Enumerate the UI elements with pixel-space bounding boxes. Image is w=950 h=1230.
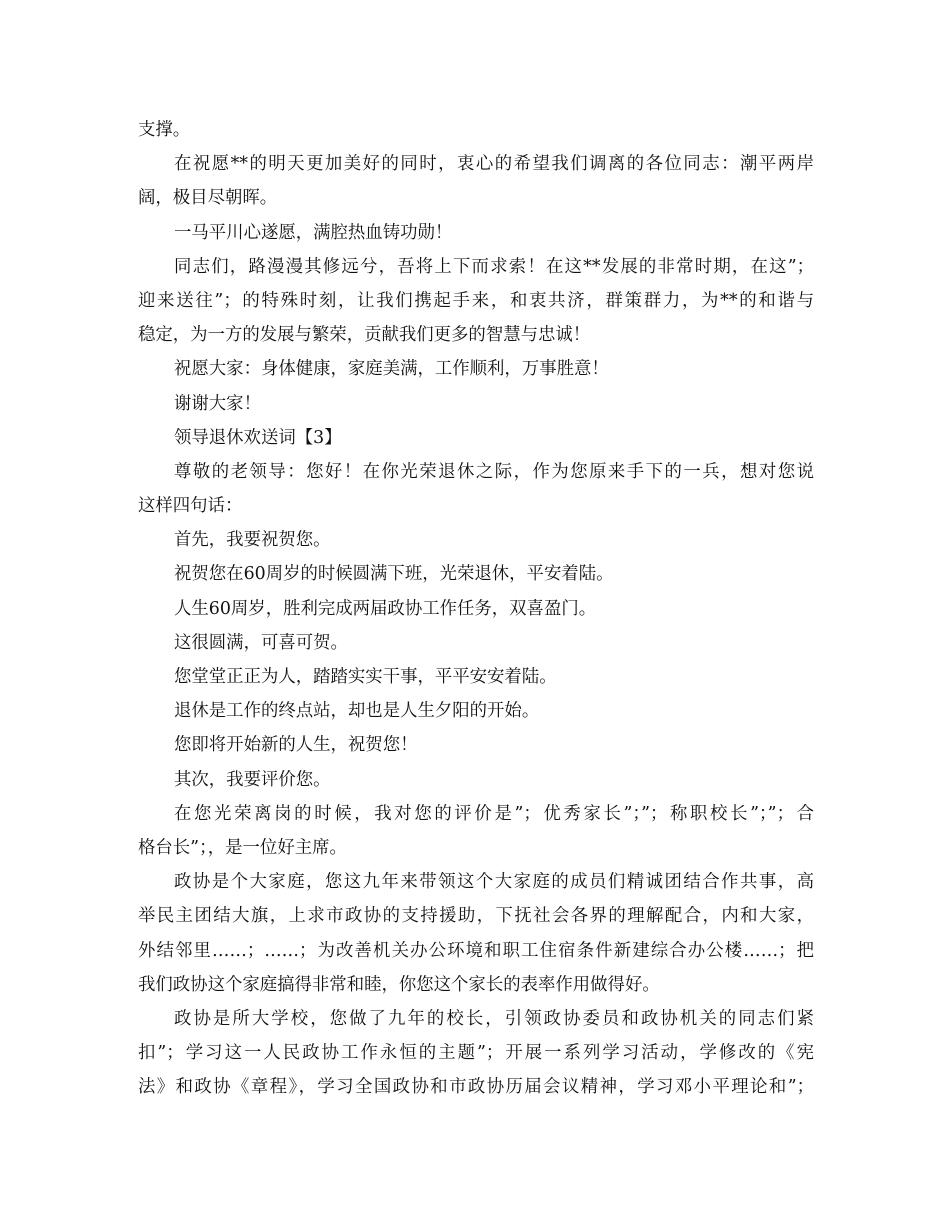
text-line: 谢谢大家！	[174, 393, 261, 414]
text-line: 举民主团结大旗，上求市政协的支持援助，下抚社会各界的理解配合，内和大家，	[138, 906, 814, 927]
text-line: 迎来送往”；的特殊时刻，让我们携起手来，和衷共济，群策群力，为**的和谐与	[138, 290, 814, 311]
text-line: 稳定，为一方的发展与繁荣，贡献我们更多的智慧与忠诚！	[138, 325, 591, 346]
text-line: 祝贺您在60周岁的时候圆满下班，光荣退休，平安着陆。	[174, 564, 614, 585]
text-line: 这样四句话：	[138, 496, 243, 517]
text-line: 格台长”；，是一位好主席。	[138, 837, 347, 858]
text-line: 外结邻里……；……；为改善机关办公环境和职工住宿条件新建综合办公楼……；把	[138, 940, 814, 961]
document-body	[138, 113, 814, 1104]
text-line: 法》和政协《章程》，学习全国政协和市政协历届会议精神，学习邓小平理论和”；	[138, 1077, 814, 1098]
text-line: 祝愿大家：身体健康，家庭美满，工作顺利，万事胜意！	[174, 359, 609, 380]
text-line: 首先，我要祝贺您。	[174, 530, 331, 551]
text-line: 在祝愿**的明天更加美好的同时，衷心的希望我们调离的各位同志：潮平两岸	[174, 154, 814, 175]
text-line: 这很圆满，可喜可贺。	[174, 632, 348, 653]
text-line: 退休是工作的终点站，却也是人生夕阳的开始。	[174, 701, 540, 722]
text-line: 您即将开始新的人生，祝贺您！	[174, 735, 418, 756]
text-line: 您堂堂正正为人，踏踏实实干事，平平安安着陆。	[174, 667, 557, 687]
text-line: 尊敬的老领导：您好！在你光荣退休之际，作为您原来手下的一兵，想对您说	[174, 461, 814, 482]
text-line: 我们政协这个家庭搞得非常和睦，你您这个家长的表率作用做得好。	[138, 974, 660, 995]
text-line: 其次，我要评价您。	[174, 769, 331, 790]
text-line: 政协是个大家庭，您这九年来带领这个大家庭的成员们精诚团结合作共事，高	[174, 872, 814, 893]
text-line: 阔，极目尽朝晖。	[138, 188, 278, 209]
text-line: 人生60周岁，胜利完成两届政协工作任务，双喜盈门。	[174, 598, 597, 619]
text-line: 政协是所大学校，您做了九年的校长，引领政协委员和政协机关的同志们紧	[174, 1008, 814, 1029]
section-heading: 领导退休欢送词【3】	[174, 427, 342, 448]
text-line: 在您光荣离岗的时候，我对您的评价是”；优秀家长”；”；称职校长”；”；合	[174, 803, 814, 824]
text-line: 支撑。	[138, 120, 191, 140]
text-line: 扣”；学习这一人民政协工作永恒的主题”；开展一系列学习活动，学修改的《宪	[138, 1043, 814, 1064]
text-line: 同志们，路漫漫其修远兮，吾将上下而求索！在这**发展的非常时期，在这”；	[174, 256, 814, 277]
text-line: 一马平川心遂愿，满腔热血铸功勋！	[174, 222, 453, 243]
